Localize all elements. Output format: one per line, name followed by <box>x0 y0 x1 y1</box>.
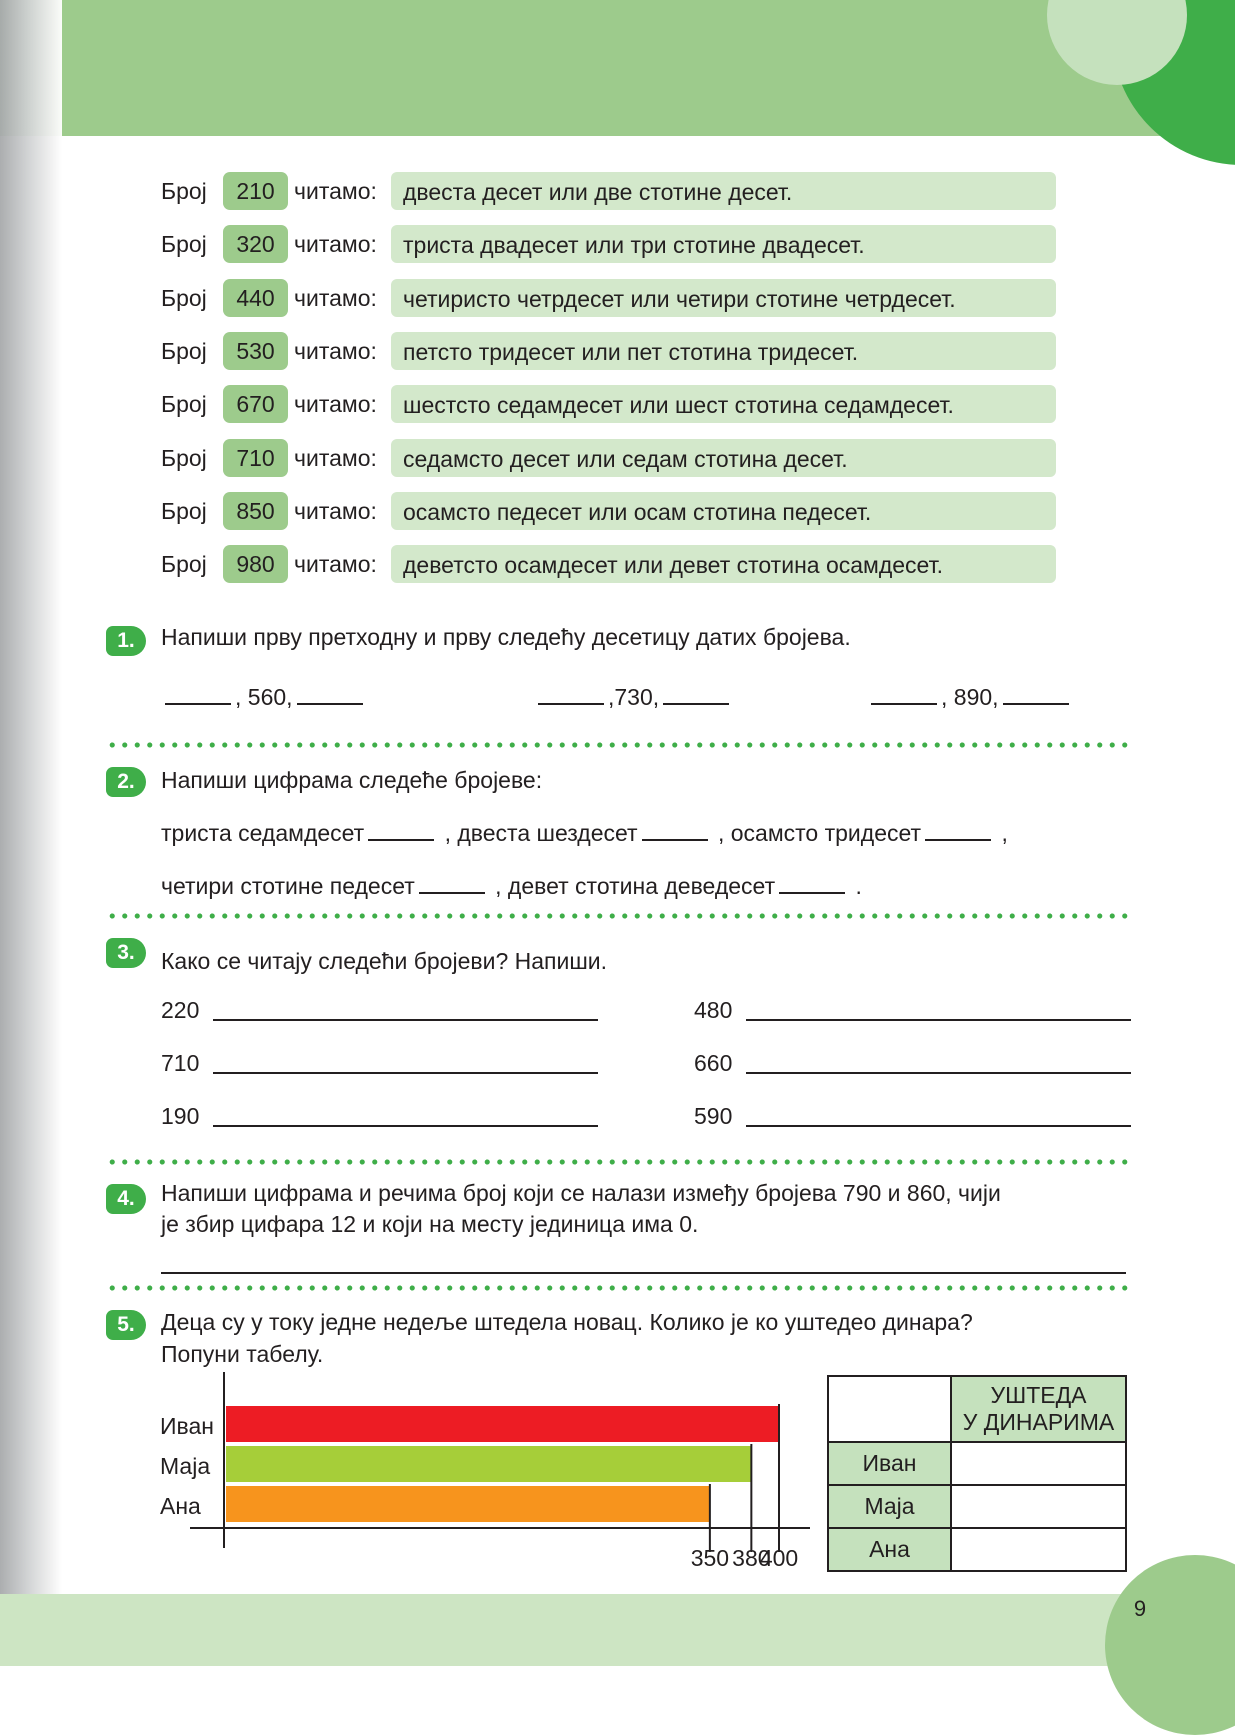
reads-label: читамо: <box>294 497 377 524</box>
answer-blank[interactable] <box>368 823 434 841</box>
table-corner-cell <box>828 1376 951 1442</box>
row-label: Број <box>161 391 207 418</box>
reads-label: читамо: <box>294 551 377 578</box>
category-label: Маја <box>160 1453 211 1479</box>
table-row-label: Иван <box>828 1442 951 1485</box>
reading-text: двеста десет или две стотине десет. <box>391 172 1056 210</box>
section-divider <box>106 1285 1128 1291</box>
row-label: Број <box>161 337 207 364</box>
reads-label: читамо: <box>294 337 377 364</box>
task-1-instruction: Напиши прву претходну и прву следећу десетицу датих бројева. <box>161 624 851 650</box>
answer-blank[interactable] <box>1003 687 1069 705</box>
row-label: Број <box>161 497 207 524</box>
answer-blank[interactable] <box>419 876 485 894</box>
task-3-answer-line[interactable] <box>746 1072 1131 1074</box>
answer-blank[interactable] <box>925 823 991 841</box>
table-answer-cell[interactable] <box>951 1528 1126 1571</box>
task-5-badge: 5. <box>106 1310 146 1340</box>
savings-bar-chart <box>150 1370 830 1570</box>
answer-blank[interactable] <box>779 876 845 894</box>
task-3-number: 190 <box>161 1103 200 1129</box>
reads-label: читамо: <box>294 444 377 471</box>
task-1-badge: 1. <box>106 626 146 656</box>
task-3-number: 590 <box>694 1103 733 1129</box>
task-3-badge: 3. <box>106 938 146 968</box>
section-divider <box>106 1159 1128 1165</box>
reads-label: читамо: <box>294 178 377 204</box>
category-label: Иван <box>160 1413 214 1439</box>
page-gutter-shadow <box>0 0 62 1666</box>
reading-text: шестсто седамдесет или шест стотина седамдесет. <box>391 385 1056 423</box>
row-label: Број <box>161 178 207 204</box>
answer-blank[interactable] <box>538 687 604 705</box>
task-3-answer-line[interactable] <box>213 1019 598 1021</box>
table-header: УШТЕДА У ДИНАРИМА <box>951 1376 1126 1442</box>
task-4-line-2: је збир цифара 12 и који на месту јединица има 0. <box>161 1211 699 1237</box>
table-row-label: Ана <box>828 1528 951 1571</box>
row-label: Број <box>161 444 207 471</box>
task-2-badge: 2. <box>106 767 146 797</box>
task-5-line-1: Деца су у току једне недеље штедела новац. Колико је ко уштедео динара? <box>161 1309 973 1335</box>
reading-text: деветсто осамдесет или девет стотина осамдесет. <box>391 545 1056 583</box>
task-3-number: 660 <box>694 1050 733 1076</box>
page-number-circle <box>1105 1555 1235 1735</box>
tick-label: 400 <box>759 1545 799 1570</box>
task-3-instruction: Како се читају следећи бројеви? Напиши. <box>161 948 608 974</box>
answer-blank[interactable] <box>642 823 708 841</box>
answer-blank[interactable] <box>871 687 937 705</box>
reads-label: читамо: <box>294 284 377 311</box>
number-box: 320 <box>223 225 288 263</box>
number-box: 210 <box>223 172 288 210</box>
answer-blank[interactable] <box>663 687 729 705</box>
task-3-answer-line[interactable] <box>213 1072 598 1074</box>
task-1-item-3: , 890, <box>867 684 1073 711</box>
number-box: 440 <box>223 279 288 317</box>
task-5-line-2: Попуни табелу. <box>161 1341 324 1367</box>
task-4-answer-line[interactable] <box>161 1272 1126 1274</box>
row-label: Број <box>161 551 207 578</box>
reading-text: осамсто педесет или осам стотина педесет. <box>391 492 1056 530</box>
number-box: 710 <box>223 439 288 477</box>
row-label: Број <box>161 284 207 311</box>
reading-text: петсто тридесет или пет стотина тридесет. <box>391 332 1056 370</box>
task-3-answer-line[interactable] <box>746 1019 1131 1021</box>
tick-label: 350 <box>690 1545 730 1570</box>
bar-1 <box>226 1406 779 1442</box>
task-3-number: 220 <box>161 997 200 1023</box>
number-box: 850 <box>223 492 288 530</box>
page-number: 9 <box>1133 1596 1147 1621</box>
table-answer-cell[interactable] <box>951 1442 1126 1485</box>
section-divider <box>106 742 1128 748</box>
reads-label: читамо: <box>294 231 377 258</box>
savings-table <box>827 1375 1127 1572</box>
task-4-line-1: Напиши цифрама и речима број који се налази између бројева 790 и 860, чији <box>161 1180 1001 1206</box>
number-box: 670 <box>223 385 288 423</box>
reading-text: седамсто десет или седам стотина десет. <box>391 439 1056 477</box>
reads-label: читамо: <box>294 391 377 418</box>
task-2-line-1: триста седамдесет , двеста шездесет , осамсто тридесет , <box>161 820 1008 846</box>
bar-3 <box>226 1486 710 1522</box>
number-box: 980 <box>223 545 288 583</box>
reading-text: триста двадесет или три стотине двадесет. <box>391 225 1056 263</box>
category-label: Ана <box>160 1493 201 1519</box>
bottom-band <box>0 1594 1235 1666</box>
answer-blank[interactable] <box>165 687 231 705</box>
answer-blank[interactable] <box>297 687 363 705</box>
table-row-label: Маја <box>828 1485 951 1528</box>
task-2-line-2: четири стотине педесет , девет стотина деведесет . <box>161 873 862 899</box>
task-3-answer-line[interactable] <box>213 1125 598 1127</box>
reading-text: четиристо четрдесет или четири стотине четрдесет. <box>391 279 1056 317</box>
number-box: 530 <box>223 332 288 370</box>
task-2-instruction: Напиши цифрама следеће бројеве: <box>161 767 543 793</box>
table-answer-cell[interactable] <box>951 1485 1126 1528</box>
task-3-answer-line[interactable] <box>746 1125 1131 1127</box>
section-divider <box>106 913 1128 919</box>
bar-2 <box>226 1446 751 1482</box>
task-3-number: 710 <box>161 1050 200 1076</box>
task-4-badge: 4. <box>106 1184 146 1214</box>
tick-label: 380 <box>732 1545 771 1570</box>
task-3-number: 480 <box>694 997 733 1023</box>
task-1-item-1: , 560, <box>161 684 367 711</box>
row-label: Број <box>161 231 207 258</box>
task-1-item-2: ,730, <box>534 684 733 711</box>
